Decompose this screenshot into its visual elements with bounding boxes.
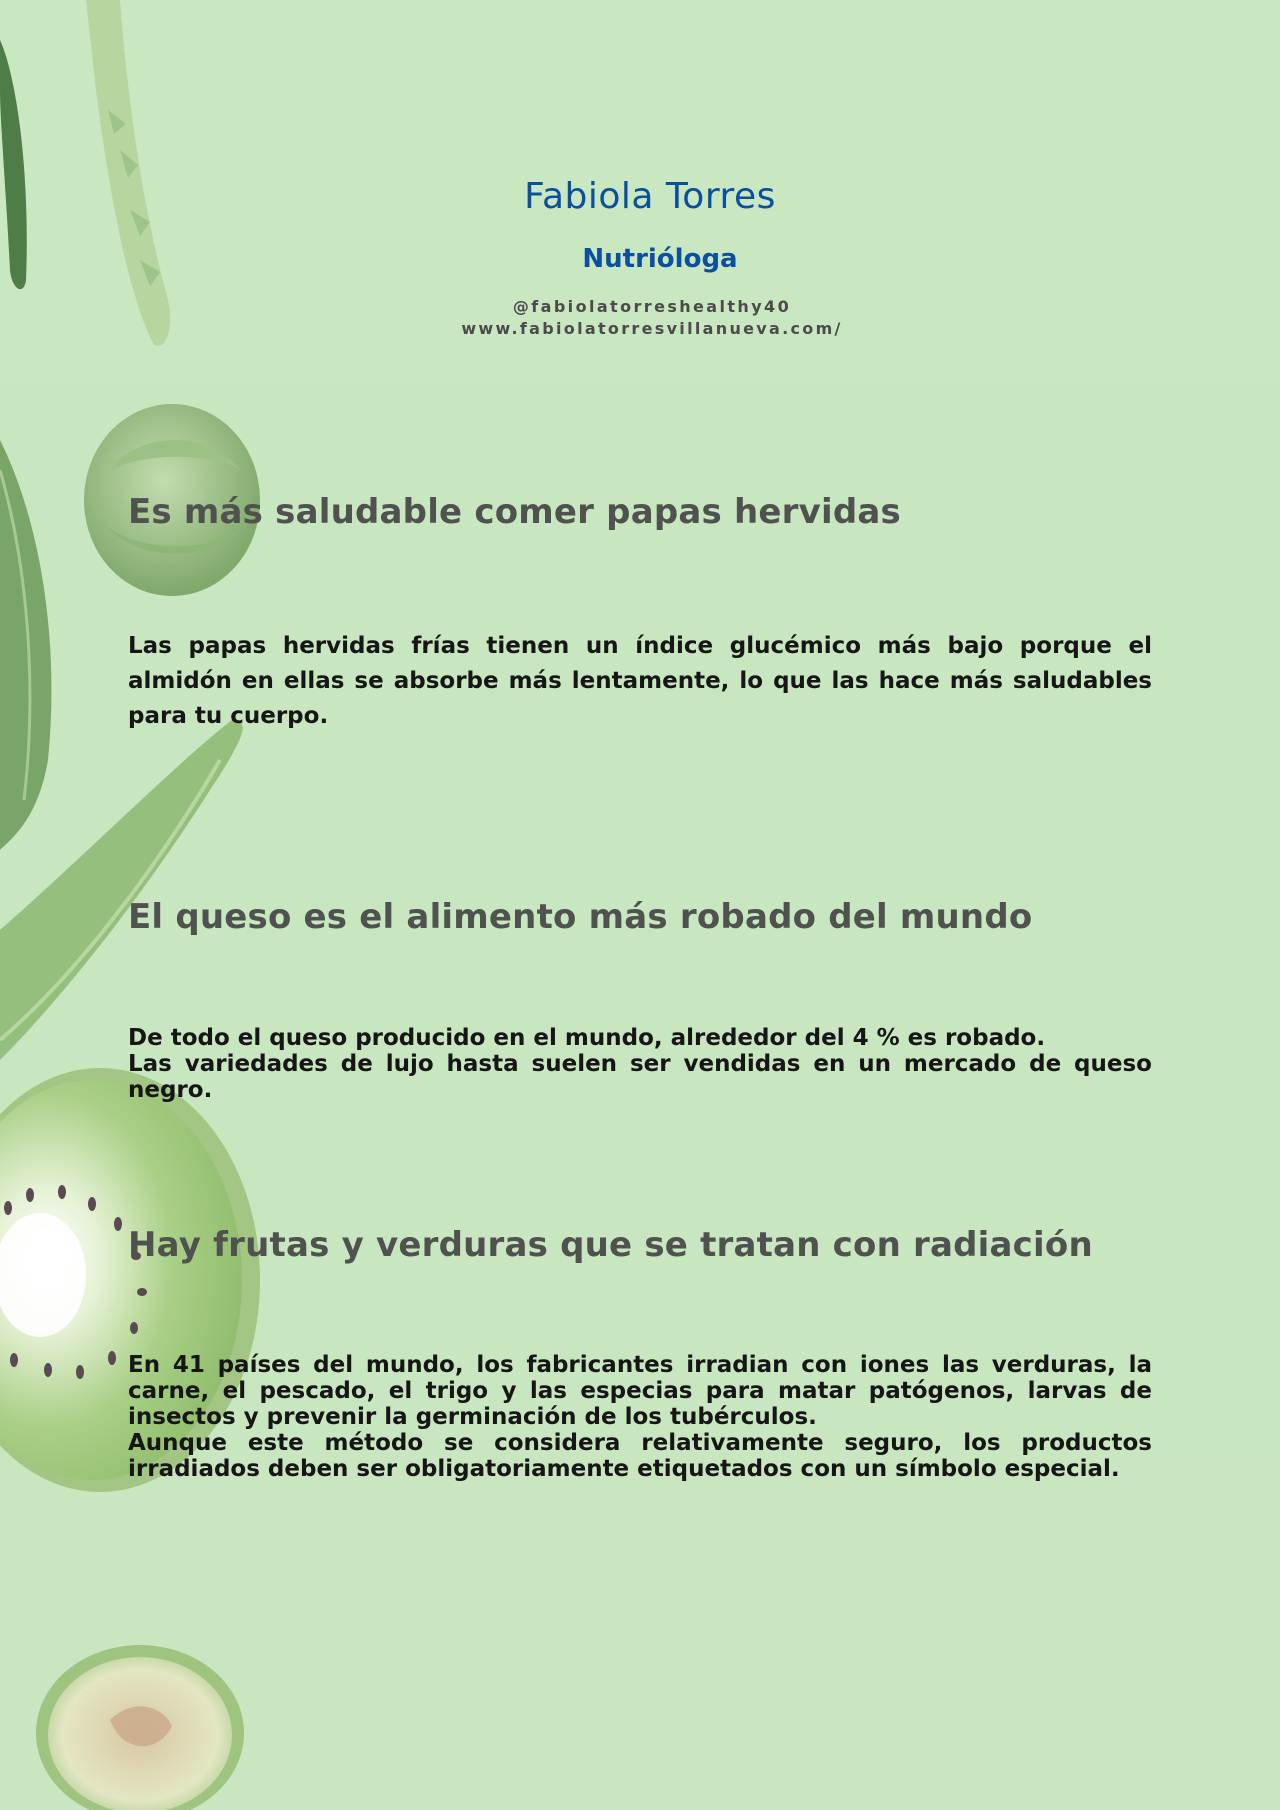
section-paragraph: De todo el queso producido en el mundo, alrededor del 4 % es robado. <box>128 1025 1046 1051</box>
asparagus-decoration <box>86 0 170 346</box>
author-name: Fabiola Torres <box>524 176 776 217</box>
social-handle: @fabiolatorreshealthy40 <box>512 297 792 316</box>
section-paragraph: Las papas hervidas frías tienen un índice glucémico más bajo porque el almidón en ellas se absorbe más lentamente, lo que las hace más saludables para tu cuerpo. <box>128 633 1152 729</box>
section-heading: Es más saludable comer papas hervidas <box>128 492 901 532</box>
section-body <box>128 629 1152 734</box>
spinach-leaf-decoration <box>0 440 51 850</box>
website-url: www.fabiolatorresvillanueva.com/ <box>461 319 843 338</box>
section-heading: El queso es el alimento más robado del mundo <box>128 897 1033 937</box>
feijoa-decoration <box>36 1645 244 1810</box>
section-paragraph: Aunque este método se considera relativamente seguro, los productos irradiados deben ser obligatoriamente etiquetados con un símbolo especial. <box>128 1430 1152 1482</box>
section-body <box>128 1352 1152 1482</box>
section-heading: Hay frutas y verduras que se tratan con radiación <box>128 1225 1093 1265</box>
section-paragraph: Las variedades de lujo hasta suelen ser vendidas en un mercado de queso negro. <box>128 1051 1152 1103</box>
section-body <box>128 1025 1152 1103</box>
author-role: Nutrióloga <box>582 244 738 274</box>
section-paragraph: En 41 países del mundo, los fabricantes irradian con iones las verduras, la carne, el pescado, el trigo y las especias para matar patógenos, larvas de insectos y prevenir la germinación de los tubérculos. <box>128 1352 1152 1430</box>
